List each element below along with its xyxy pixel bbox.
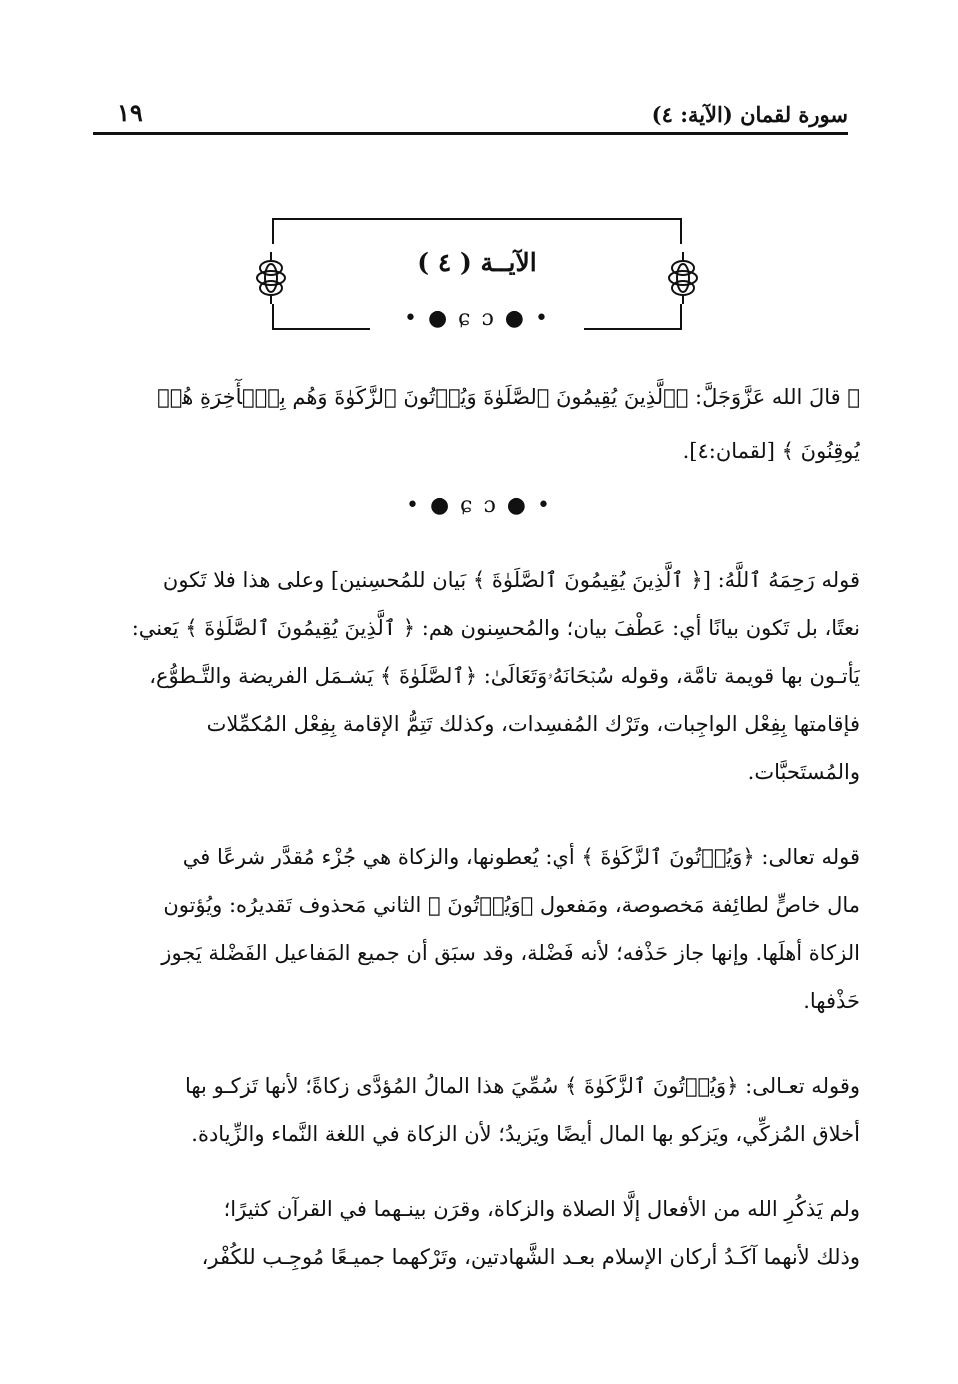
verse-line: ۞ قالَ الله عَزَّوَجَلَّ: ﴿ٱلَّذِينَ يُقِيمُونَ ٱلصَّلَوٰةَ وَيُؤۡتُونَ ٱلزَّكَوٰةَ وَهُم بِٱلۡأٓخِرَةِ هُمۡ bbox=[157, 385, 860, 409]
paragraph-line: وقوله تعـالى: ﴿وَيُؤۡتُونَ ٱلزَّكَوٰةَ ﴾ سُمِّيَ هذا المالُ المُؤدَّى زكاةً؛ لأنها تَزكـو بها bbox=[184, 1074, 860, 1098]
verse-block bbox=[93, 370, 860, 478]
frame-top-rule bbox=[272, 218, 682, 220]
paragraph-line: قوله رَحِمَهُ ٱللَّهُ: [﴿ ٱلَّذِينَ يُقِيمُونَ ٱلصَّلَوٰةَ ﴾ بَيان للمُحسِنين] وعلى هذا فلا تَكون bbox=[162, 568, 860, 592]
paragraph-line: قوله تعالى: ﴿وَيُؤۡتُونَ ٱلزَّكَوٰةَ ﴾ أي: يُعطونها، والزكاة هي جُزْء مُقدَّر شرعًا في bbox=[182, 845, 860, 869]
section-title-frame bbox=[268, 218, 686, 330]
commentary-paragraph bbox=[93, 556, 860, 796]
paragraph-line: والمُستَحبَّات. bbox=[747, 760, 860, 784]
paragraph-line: نعتًا، بل تَكون بيانًا أي: عَطْفَ بيان؛ والمُحسِنون هم: ﴿ ٱلَّذِينَ يُقِيمُونَ ٱلصَّلَوٰةَ ﴾ يَعني: bbox=[131, 616, 860, 640]
section-title: الآيــة ( ٤ ) bbox=[417, 248, 537, 277]
frame-left-tick bbox=[272, 218, 274, 244]
paragraph-line: وذلك لأنهما آكَـدُ أركان الإسلام بعـد الشَّهادتين، وتَرْكهما جميـعًا مُوجِـب للكُفْر، bbox=[201, 1245, 860, 1269]
commentary-paragraph bbox=[93, 1185, 860, 1281]
paragraph-line: مال خاصٍّ لطائِفة مَخصوصة، ومَفعول ﴿وَيُؤۡتُونَ ﴾ الثاني مَحذوف تَقديرُه: ويُؤتون bbox=[163, 893, 860, 917]
frame-right-tick bbox=[680, 218, 682, 244]
commentary-paragraph bbox=[93, 1062, 860, 1158]
paragraph-line: يَأتـون بها قويمة تامَّة، وقوله سُبۡحَانَهُۥوَتَعَالَىٰ: ﴿ٱلصَّلَوٰةَ ﴾ يَشـمَل الفريضة والتَّـطوُّع، bbox=[149, 664, 860, 688]
page-header bbox=[93, 98, 848, 135]
page-number: ١٩ bbox=[117, 98, 143, 127]
verse-line: يُوقِنُونَ ﴾ [لقمان:٤]. bbox=[682, 439, 860, 463]
paragraph-line: حَذْفها. bbox=[803, 989, 860, 1013]
paragraph-line: الزكاة أهلَها. وإنها جاز حَذْفه؛ لأنه فَضْلة، وقد سبَق أن جميع المَفاعيل الفَضْلة يَجوز bbox=[161, 941, 860, 965]
running-title: سورة لقمان (الآية: ٤) bbox=[651, 102, 848, 127]
paragraph-line: فإقامتها بِفِعْل الواجِبات، وتَرْك المُفسِدات، وكذلك تَتِمُّ الإقامة بِفِعْل المُكمِّلات bbox=[206, 712, 860, 736]
paragraph-line: ولم يَذكُرِ الله من الأفعال إلَّا الصلاة والزكاة، وقرَن بينـهما في القرآن كثيرًا؛ bbox=[223, 1197, 860, 1221]
commentary-paragraph bbox=[93, 833, 860, 1025]
section-divider-ornament: • ● ɕ ɔ ● • bbox=[406, 493, 552, 518]
paragraph-line: أخلاق المُزكِّي، ويَزكو بها المال أيضًا ويَزيدُ؛ لأن الزكاة في اللغة النَّماء والزِّيادة. bbox=[191, 1122, 860, 1146]
title-ornament: • ● ɕ ɔ ● • bbox=[404, 306, 550, 331]
